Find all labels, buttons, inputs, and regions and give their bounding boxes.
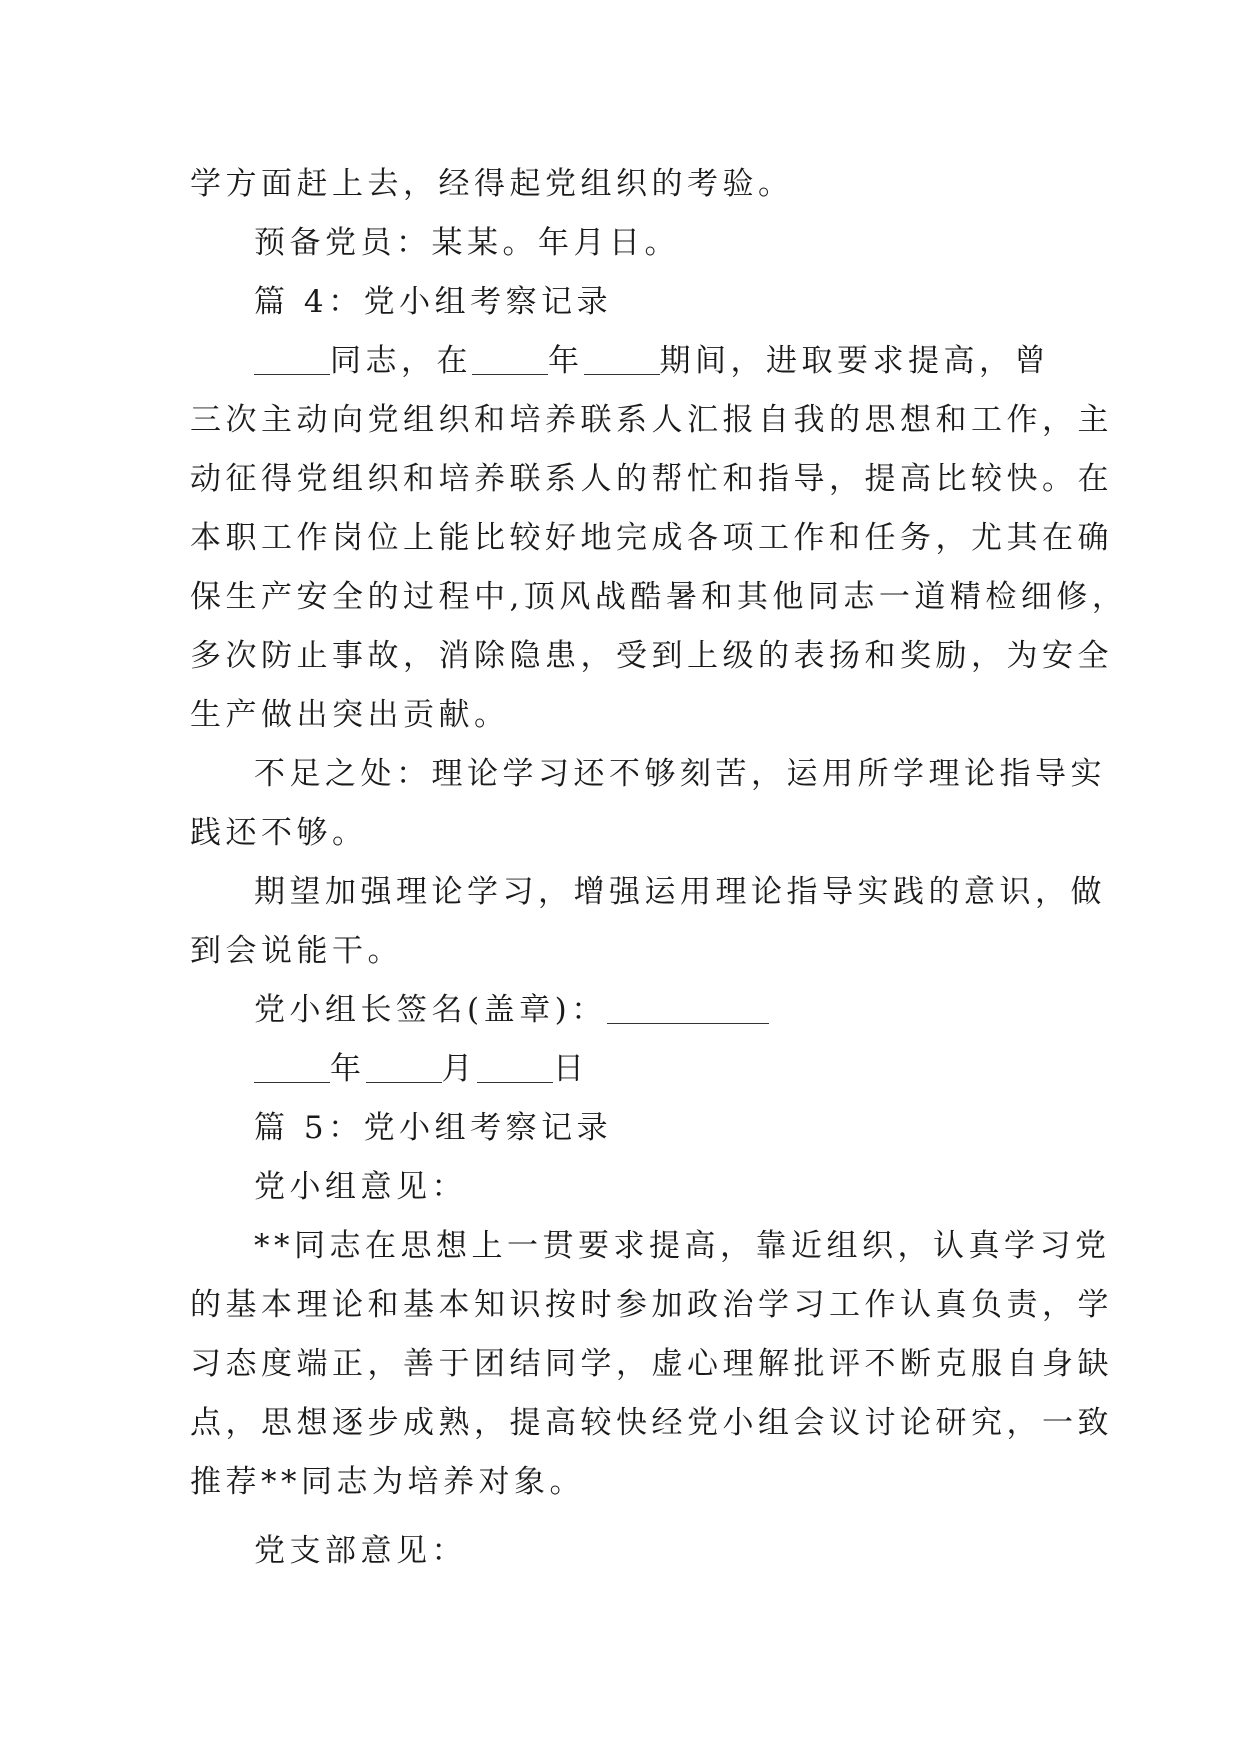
date-day-label: 日 [553, 1051, 589, 1087]
name-blank [254, 342, 330, 375]
branch-opinion-label: 党支部意见： [254, 1533, 467, 1569]
year-blank [472, 342, 548, 375]
paragraph-line: 三次主动向党组织和培养联系人汇报自我的思想和工作，主 [190, 402, 1113, 438]
text-segment: 同志，在 [330, 343, 472, 379]
paragraph-line: 期望加强理论学习，增强运用理论指导实践的意识，做 [254, 874, 1106, 910]
date-line [190, 1040, 1045, 1099]
date-month-label: 月 [441, 1051, 477, 1087]
section-4-paragraph-3 [190, 863, 1106, 981]
group-opinion-label: 党小组意见： [254, 1169, 467, 1205]
continuation-line: 学方面赶上去，经得起党组织的考验。 [190, 166, 794, 202]
paragraph-line: 多次防止事故，消除隐患，受到上级的表扬和奖励，为安全 [190, 638, 1113, 674]
date-year-label: 年 [330, 1051, 366, 1087]
paragraph-line: 保生产安全的过程中,顶风战酷暑和其他同志一道精检细修， [190, 579, 1128, 615]
period-blank [584, 342, 660, 375]
paragraph-line: 生产做出突出贡献。 [190, 697, 510, 733]
section-4-paragraph-1 [190, 332, 1128, 745]
group-opinion-paragraph [190, 1217, 1113, 1512]
text-segment: 年 [548, 343, 584, 379]
paragraph-line: **同志在思想上一贯要求提高，靠近组织，认真学习党 [254, 1228, 1111, 1264]
paragraph-line: 动征得党组织和培养联系人的帮忙和指导，提高比较快。在 [190, 461, 1113, 497]
year-blank [254, 1050, 330, 1083]
document-page [190, 155, 1128, 1581]
month-blank [366, 1050, 442, 1083]
paragraph-line: 的基本理论和基本知识按时参加政治学习工作认真负责，学 [190, 1287, 1113, 1323]
paragraph-line [190, 332, 1050, 391]
paragraph-line: 践还不够。 [190, 815, 368, 851]
text-segment: 期间，进取要求提高，曾 [659, 343, 1050, 379]
paragraph-line: 习态度端正，善于团结同学，虚心理解批评不断克服自身缺 [190, 1346, 1113, 1382]
section-4-paragraph-2 [190, 745, 1106, 863]
paragraph-line: 不足之处：理论学习还不够刻苦，运用所学理论指导实 [254, 756, 1106, 792]
signature-label: 党小组长签名(盖章)： [254, 992, 607, 1028]
paragraph-line: 本职工作岗位上能比较好地完成各项工作和任务，尤其在确 [190, 520, 1113, 556]
group-leader-signature [190, 981, 1045, 1040]
day-blank [477, 1050, 553, 1083]
paragraph-line: 到会说能干。 [190, 933, 403, 969]
paragraph-line: 推荐**同志为培养对象。 [190, 1464, 585, 1500]
signature-blank [607, 991, 769, 1024]
paragraph-line: 点，思想逐步成熟，提高较快经党小组会议讨论研究，一致 [190, 1405, 1113, 1441]
section-5-title: 篇 5：党小组考察记录 [254, 1110, 613, 1146]
probationary-member-signature: 预备党员：某某。年月日。 [254, 225, 680, 261]
section-4-title: 篇 4：党小组考察记录 [254, 284, 613, 320]
